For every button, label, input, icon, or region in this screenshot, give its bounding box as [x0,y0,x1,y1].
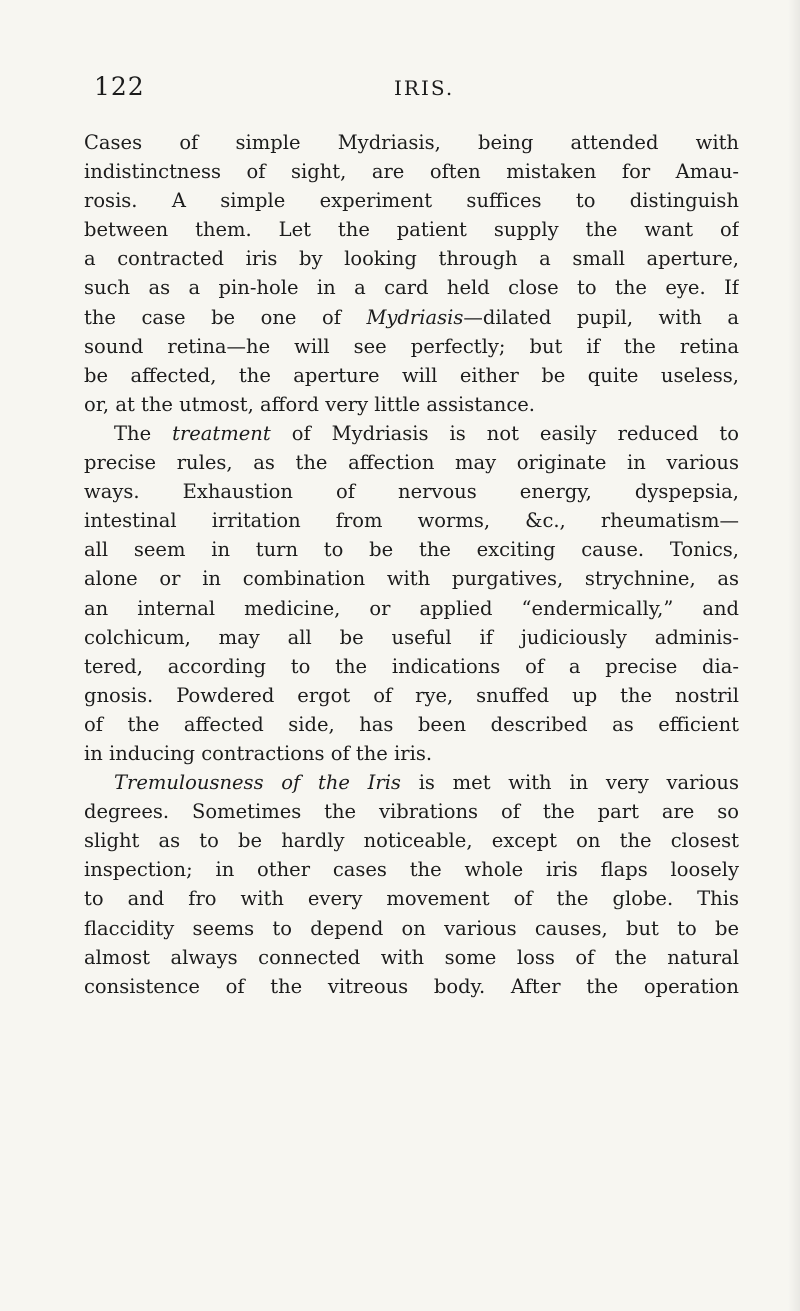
text-segment: Cases of simple Mydriasis, being attended with [84,131,739,154]
text-line [84,535,739,564]
text-segment: alone or in combination with purgatives, strychnine, as [84,567,739,591]
text-line [84,477,739,506]
text-line [84,972,739,1001]
italic-text: treatment [172,421,271,445]
text-line [84,273,739,302]
text-line [84,768,739,797]
italic-text: Tremulousness of the Iris [114,771,401,795]
text-line [84,623,739,652]
text-segment: rosis. A simple experiment suffices to distinguish [84,189,739,213]
text-line [84,826,739,855]
text-line [84,361,739,390]
text-line [84,506,739,535]
text-segment: The [114,421,173,445]
text-segment: or, at the utmost, afford very little assistance. [84,392,535,416]
text-segment: all seem in turn to be the exciting cause. Tonics, [84,538,739,562]
text-segment: is met with in very various [400,771,739,795]
text-segment: gnosis. Powdered ergot of rye, snuffed up the nostril [84,683,739,707]
text-segment: of the affected side, has been described as efficient [84,712,739,736]
text-segment: between them. Let the patient supply the want of [84,218,739,242]
text-line [84,681,739,710]
text-segment: indistinctness of sight, are often mistaken for Amau- [84,160,739,184]
text-line [84,419,739,448]
text-segment: precise rules, as the affection may originate in various [84,451,739,475]
text-segment: almost always connected with some loss of the natural [84,945,739,969]
text-line [84,739,739,768]
text-segment: slight as to be hardly noticeable, except on the closest [84,829,739,853]
text-segment: inspection; in other cases the whole iris flaps loosely [84,858,739,882]
text-segment: sound retina—he will see perfectly; but if the retina [84,334,739,358]
text-line [84,332,739,361]
body-text [84,128,739,1001]
text-segment: a contracted iris by looking through a small aperture, [84,247,739,271]
text-line [84,303,739,332]
page-number: 122 [94,72,145,101]
paragraph [84,128,739,419]
text-segment: intestinal irritation from worms, &c., rheumatism— [84,509,739,533]
page-header [94,72,734,106]
text-line [84,884,739,913]
page-edge-shadow [788,0,800,1311]
text-segment: the case be one of [84,305,367,329]
text-segment: be affected, the aperture will either be quite useless, [84,363,739,387]
text-line [84,448,739,477]
paragraph [84,768,739,1001]
text-segment: colchicum, may all be useful if judiciously adminis- [84,625,739,649]
text-segment: to and fro with every movement of the globe. This [84,887,739,911]
text-line [84,797,739,826]
text-line [84,914,739,943]
text-line [84,943,739,972]
text-line [84,128,739,157]
text-line [84,186,739,215]
text-segment: flaccidity seems to depend on various causes, but to be [84,916,739,940]
text-segment: of Mydriasis is not easily reduced to [270,421,739,445]
text-line [84,652,739,681]
running-title: IRIS. [394,76,455,100]
text-segment: an internal medicine, or applied “endermically,” and [84,596,739,620]
text-line [84,244,739,273]
text-line [84,855,739,884]
text-line [84,157,739,186]
text-line [84,390,739,419]
italic-text: Mydriasis [366,305,464,329]
text-line [84,594,739,623]
text-segment: consistence of the vitreous body. After the operation [84,974,739,998]
text-segment: —dilated pupil, with a [463,305,739,329]
text-segment: degrees. Sometimes the vibrations of the part are so [84,800,739,824]
text-line [84,215,739,244]
text-segment: tered, according to the indications of a precise dia- [84,654,739,678]
text-segment: in inducing contractions of the iris. [84,741,433,765]
text-line [84,710,739,739]
text-segment: such as a pin-hole in a card held close to the eye. If [84,276,739,300]
text-segment: ways. Exhaustion of nervous energy, dyspepsia, [84,480,739,504]
text-line [84,564,739,593]
paragraph [84,419,739,768]
